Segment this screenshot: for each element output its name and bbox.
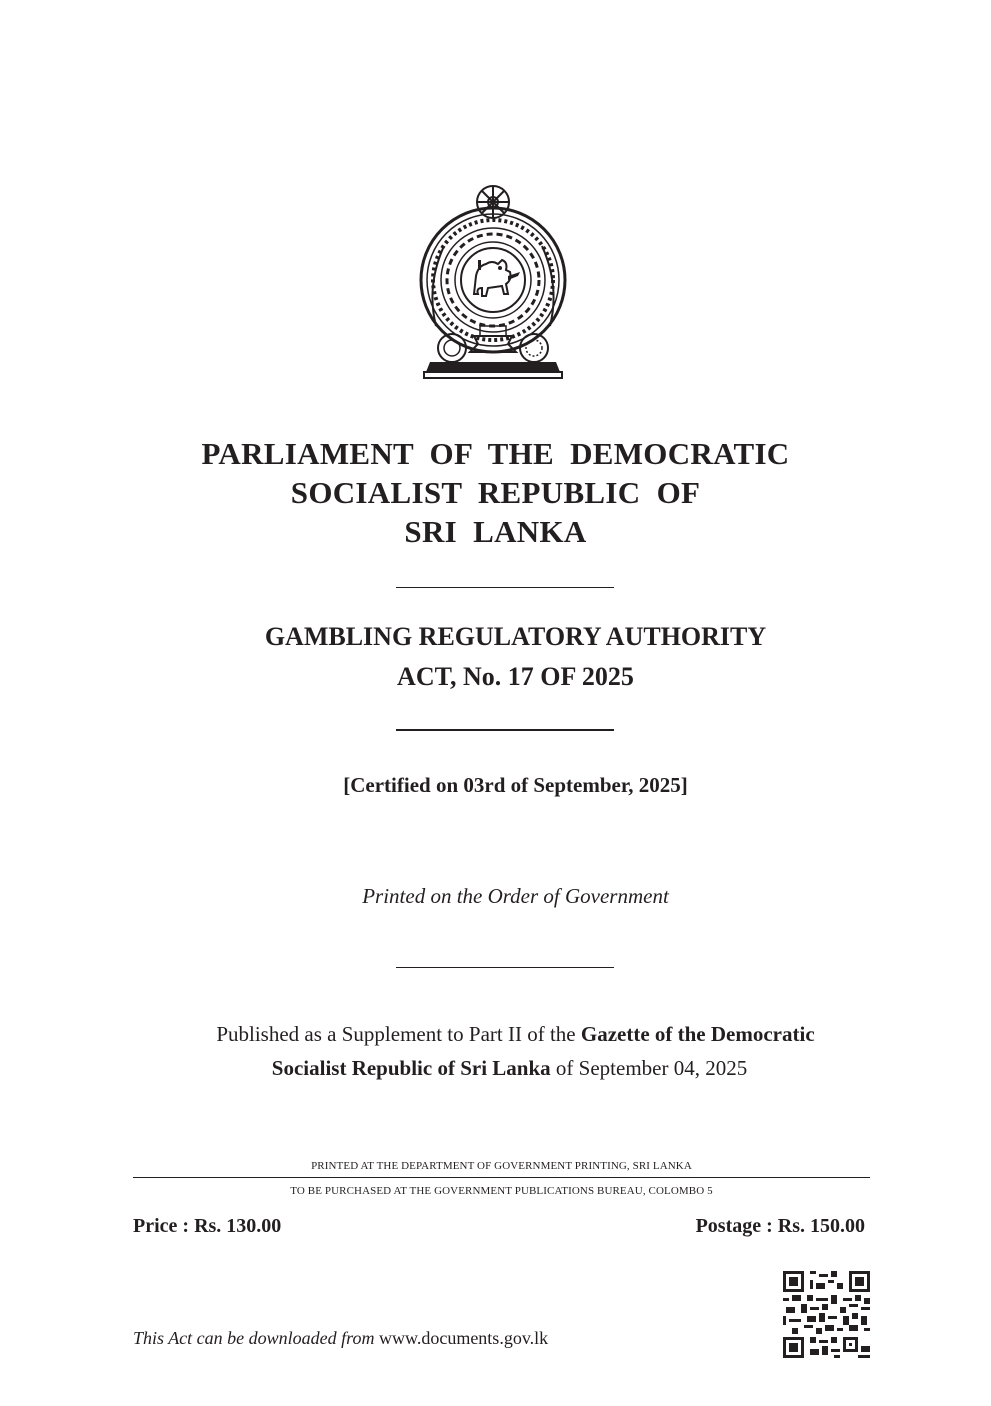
footer-divider xyxy=(133,1177,870,1178)
divider xyxy=(396,587,614,588)
divider xyxy=(396,967,614,968)
printed-order: Printed on the Order of Government xyxy=(362,884,669,908)
title-line: SRI LANKA xyxy=(404,514,587,549)
gazette-name: Gazette of the Democratic xyxy=(580,1022,815,1046)
price-label: Price : Rs. 130.00 xyxy=(133,1215,282,1237)
act-name-line: GAMBLING REGULATORY AUTHORITY xyxy=(264,622,767,651)
purchase-note: TO BE PURCHASED AT THE GOVERNMENT PUBLICATIONS BUREAU, COLOMBO 5 xyxy=(290,1185,713,1197)
parliament-title xyxy=(0,434,991,551)
title-line: SOCIALIST REPUBLIC OF xyxy=(290,475,701,510)
download-prefix: This Act can be downloaded from xyxy=(133,1328,379,1348)
divider xyxy=(396,729,614,731)
national-emblem-icon xyxy=(416,176,568,384)
act-name xyxy=(20,617,991,697)
publication-statement xyxy=(20,1017,991,1085)
postage-label: Postage : Rs. 150.00 xyxy=(695,1215,865,1237)
gazette-name: Socialist Republic of Sri Lanka xyxy=(271,1056,551,1080)
download-note xyxy=(133,1328,548,1349)
qr-code-icon xyxy=(783,1271,870,1358)
act-name-line: ACT, No. 17 OF 2025 xyxy=(397,662,634,691)
certified-date: [Certified on 03rd of September, 2025] xyxy=(343,773,688,797)
publication-date: of September 04, 2025 xyxy=(550,1056,748,1080)
printed-at-note: PRINTED AT THE DEPARTMENT OF GOVERNMENT PRINTING, SRI LANKA xyxy=(311,1160,692,1172)
download-link[interactable]: www.documents.gov.lk xyxy=(379,1328,549,1348)
publication-prefix: Published as a Supplement to Part II of the xyxy=(216,1022,581,1046)
title-line: PARLIAMENT OF THE DEMOCRATIC xyxy=(201,436,790,471)
